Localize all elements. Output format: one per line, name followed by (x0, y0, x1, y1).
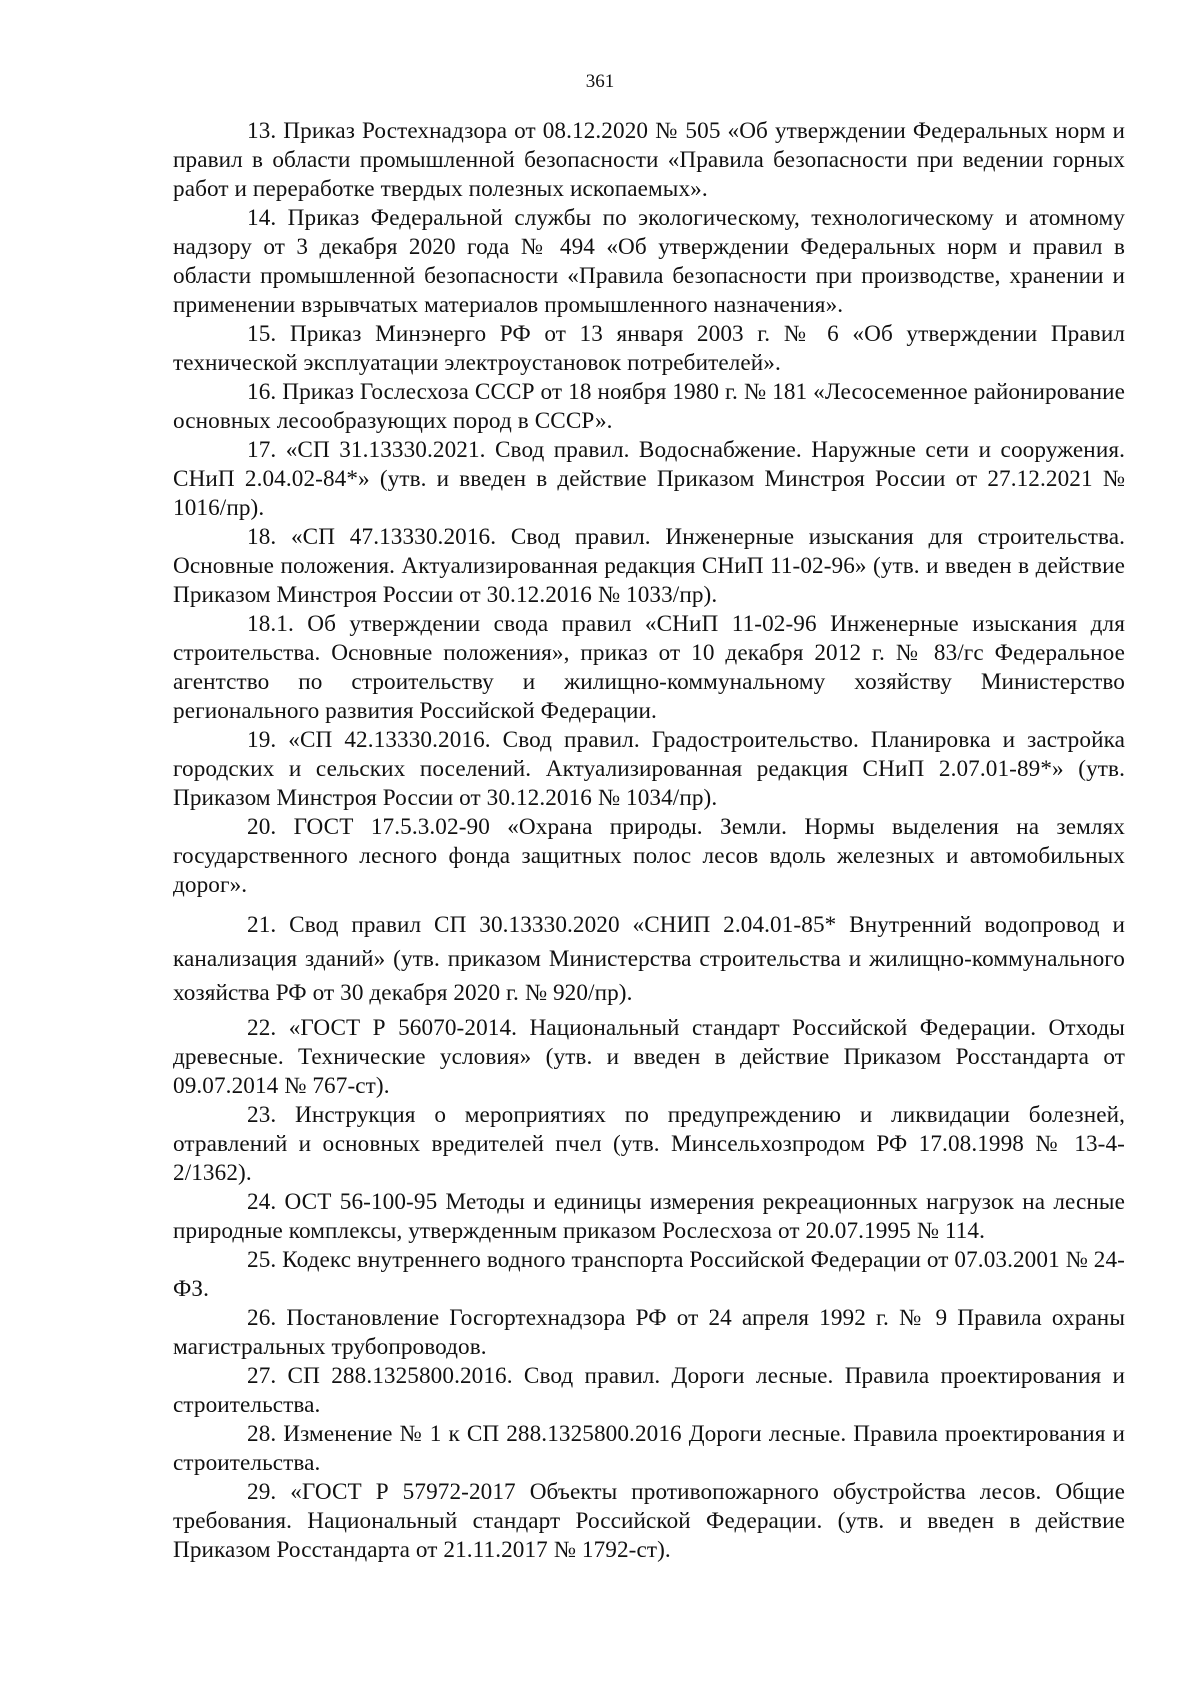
reference-list (173, 117, 1125, 1565)
list-item: 28. Изменение № 1 к СП 288.1325800.2016 Дороги лесные. Правила проектирования и строительства. (173, 1421, 1125, 1476)
list-item: 19. «СП 42.13330.2016. Свод правил. Градостроительство. Планировка и застройка городских и сельских поселений. Актуализированная редакция СНиП 2.07.01-89*» (утв. Приказом Минстроя России от 30.12.2016 № 1034/пр). (173, 727, 1125, 811)
list-item: 29. «ГОСТ Р 57972-2017 Объекты противопожарного обустройства лесов. Общие требования. Национальный стандарт Российской Федерации. (утв. и введен в действие Приказом Росстандарта от 21.11.2017 № 1792-ст). (173, 1479, 1125, 1563)
list-item: 23. Инструкция о мероприятиях по предупреждению и ликвидации болезней, отравлений и основных вредителей пчел (утв. Минсельхозпродом РФ 17.08.1998 № 13-4-2/1362). (173, 1102, 1125, 1186)
list-item: 14. Приказ Федеральной службы по экологическому, технологическому и атомному надзору от 3 декабря 2020 года № 494 «Об утверждении Федеральных норм и правил в области промышленной безопасности «Правила безопасности при производстве, хранении и применении взрывчатых материалов промышленного назначения». (173, 205, 1125, 318)
list-item: 24. ОСТ 56-100-95 Методы и единицы измерения рекреационных нагрузок на лесные природные комплексы, утвержденным приказом Рослесхоза от 20.07.1995 № 114. (173, 1189, 1125, 1244)
list-item: 15. Приказ Минэнерго РФ от 13 января 2003 г. № 6 «Об утверждении Правил технической эксплуатации электроустановок потребителей». (173, 321, 1125, 376)
list-item: 18. «СП 47.13330.2016. Свод правил. Инженерные изыскания для строительства. Основные положения. Актуализированная редакция СНиП 11-02-96» (утв. и введен в действие Приказом Минстроя России от 30.12.2016 № 1033/пр). (173, 524, 1125, 608)
list-item: 27. СП 288.1325800.2016. Свод правил. Дороги лесные. Правила проектирования и строительства. (173, 1363, 1125, 1418)
list-item: 20. ГОСТ 17.5.3.02-90 «Охрана природы. Земли. Нормы выделения на землях государственного лесного фонда защитных полос лесов вдоль железных и автомобильных дорог». (173, 814, 1125, 898)
list-item: 21. Свод правил СП 30.13330.2020 «СНИП 2.04.01-85* Внутренний водопровод и канализация зданий» (утв. приказом Министерства строительства и жилищно-коммунального хозяйства РФ от 30 декабря 2020 г. № 920/пр). (173, 912, 1125, 1006)
page-number: 361 (585, 71, 615, 92)
list-item: 26. Постановление Госгортехнадзора РФ от 24 апреля 1992 г. № 9 Правила охраны магистральных трубопроводов. (173, 1305, 1125, 1360)
list-item: 13. Приказ Ростехнадзора от 08.12.2020 № 505 «Об утверждении Федеральных норм и правил в области промышленной безопасности «Правила безопасности при ведении горных работ и переработке твердых полезных ископаемых». (173, 118, 1125, 202)
list-item: 22. «ГОСТ Р 56070-2014. Национальный стандарт Российской Федерации. Отходы древесные. Технические условия» (утв. и введен в действие Приказом Росстандарта от 09.07.2014 № 767-ст). (173, 1015, 1125, 1099)
list-item: 16. Приказ Гослесхоза СССР от 18 ноября 1980 г. № 181 «Лесосеменное районирование основных лесообразующих пород в СССР». (173, 379, 1125, 434)
list-item: 25. Кодекс внутреннего водного транспорта Российской Федерации от 07.03.2001 № 24-ФЗ. (173, 1247, 1125, 1302)
list-item: 18.1. Об утверждении свода правил «СНиП 11-02-96 Инженерные изыскания для строительства. Основные положения», приказ от 10 декабря 2012 г. № 83/гс Федеральное агентство по строительству и жилищно-коммунальному хозяйству Министерство регионального развития Российской Федерации. (173, 611, 1125, 724)
list-item: 17. «СП 31.13330.2021. Свод правил. Водоснабжение. Наружные сети и сооружения. СНиП 2.04.02-84*» (утв. и введен в действие Приказом Минстроя России от 27.12.2021 № 1016/пр). (173, 437, 1125, 521)
